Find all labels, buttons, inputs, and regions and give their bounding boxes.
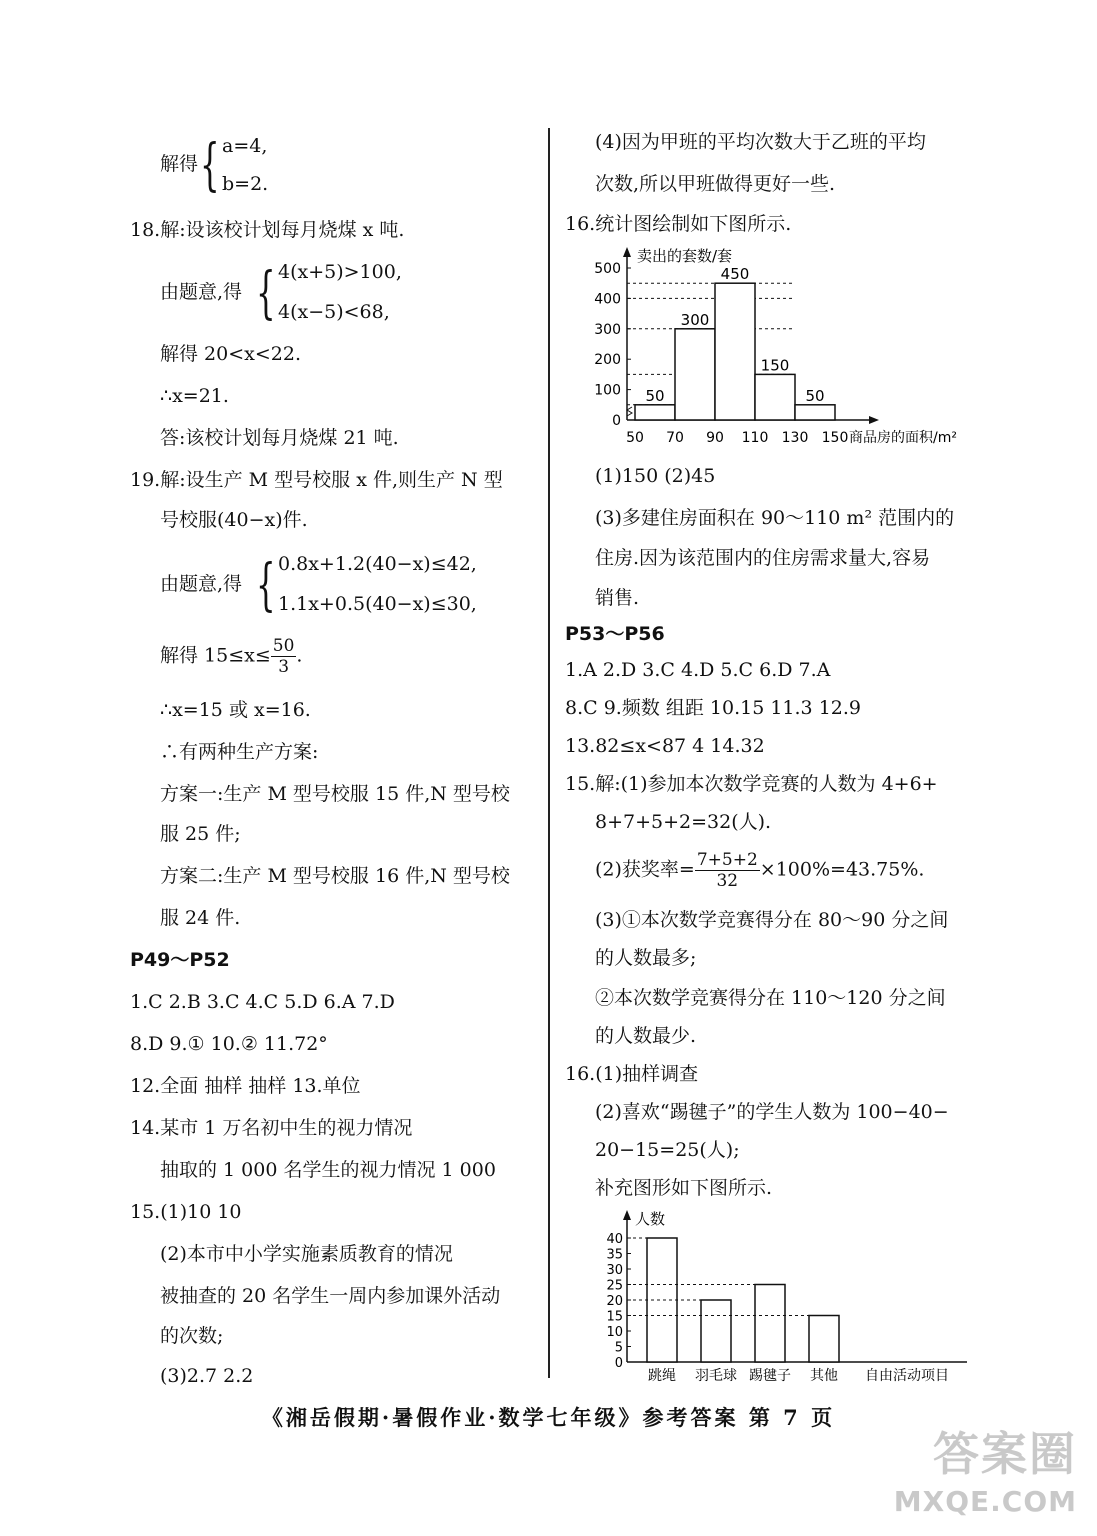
- q19-ineq-1: 0.8x+1.2(40−x)≤42,: [278, 553, 477, 575]
- y-tick-label: 25: [606, 1278, 623, 1294]
- award-rate-result: ×100%=43.75%.: [759, 858, 925, 881]
- section-p53-p56: P53～P56: [565, 623, 665, 645]
- brace-symbol: {: [256, 261, 276, 326]
- q18-therefore: ∴x=21.: [160, 385, 229, 407]
- p49-line-7: (2)本市中小学实施素质教育的情况: [160, 1243, 453, 1265]
- histogram-bar: [715, 283, 755, 420]
- bar-value-label: 300: [680, 310, 710, 329]
- r-line-12: 8+7+5+2=32(人).: [595, 811, 772, 833]
- y-tick-label: 35: [606, 1247, 623, 1263]
- fraction-denominator: 32: [716, 871, 739, 891]
- r-line-18: 16.(1)抽样调查: [565, 1063, 699, 1085]
- p49-line-4: 14.某市 1 万名初中生的视力情况: [130, 1117, 413, 1139]
- x-tick-label: 90: [706, 430, 724, 446]
- r-line-6: 住房.因为该范围内的住房需求量大,容易: [595, 547, 931, 569]
- q18-ineq-1: 4(x+5)>100,: [278, 261, 402, 283]
- q18-ineq-2: 4(x−5)<68,: [278, 301, 390, 323]
- p49-line-9: 的次数;: [160, 1325, 224, 1347]
- watermark-logo: [893, 1418, 1077, 1518]
- histogram-bar: [755, 374, 795, 420]
- q19-ineq-2: 1.1x+0.5(40−x)≤30,: [278, 593, 477, 615]
- p49-line-8: 被抽查的 20 名学生一周内参加课外活动: [160, 1285, 501, 1307]
- histogram-bar: [675, 329, 715, 420]
- q19-solve: [130, 636, 302, 677]
- column-divider: [548, 128, 550, 1378]
- p49-line-3: 12.全面 抽样 抽样 13.单位: [130, 1075, 361, 1097]
- page-footer: 《湘岳假期·暑假作业·数学七年级》参考答案 第 7 页: [261, 1405, 836, 1430]
- y-tick-label: 300: [594, 321, 621, 338]
- r-line-21: 补充图形如下图所示.: [595, 1177, 773, 1199]
- y-tick-label: 40: [606, 1232, 623, 1247]
- histogram-bar: [635, 405, 675, 420]
- brace-symbol: {: [200, 133, 220, 198]
- y-tick-label: 5: [614, 1340, 623, 1356]
- y-tick-label: 0: [614, 1356, 623, 1371]
- r-line-7: 销售.: [595, 587, 640, 609]
- q19-plan-1b: 服 25 件;: [160, 823, 241, 845]
- x-tick-label: 130: [781, 430, 809, 446]
- q19-plan-2a: 方案二:生产 M 型号校服 16 件,N 型号校: [160, 865, 510, 887]
- p49-line-1: 1.C 2.B 3.C 4.C 5.D 6.A 7.D: [130, 991, 395, 1013]
- p49-line-10: (3)2.7 2.2: [160, 1365, 254, 1387]
- y-axis-arrow: [623, 247, 631, 257]
- x-tick-label: 70: [666, 430, 684, 446]
- bar-value-label: 150: [760, 356, 790, 375]
- bar-value-label: 450: [720, 265, 750, 284]
- q19-plan-2b: 服 24 件.: [160, 907, 241, 929]
- r-line-11: 15.解:(1)参加本次数学竞赛的人数为 4+6+: [565, 773, 938, 795]
- q19-sys-label: 由题意,得: [160, 573, 243, 595]
- p49-line-5: 抽取的 1 000 名学生的视力情况 1 000: [160, 1159, 496, 1181]
- q19-therefore: ∴x=15 或 x=16.: [160, 699, 311, 721]
- histogram-bar: [795, 405, 835, 420]
- bar: [755, 1285, 785, 1363]
- p49-line-2: 8.D 9.① 10.② 11.72°: [130, 1033, 328, 1055]
- fraction-numerator: 7+5+2: [696, 850, 758, 870]
- r-line-1: (4)因为甲班的平均次数大于乙班的平均: [595, 131, 926, 153]
- y-tick-label: 400: [594, 291, 621, 308]
- category-label: 踢毽子: [749, 1368, 791, 1384]
- y-tick-label: 500: [594, 261, 621, 277]
- housing-area-histogram: [565, 245, 985, 450]
- fraction-50-3: [271, 636, 297, 677]
- category-label: 羽毛球: [695, 1368, 737, 1384]
- q18-title: 18.解:设该校计划每月烧煤 x 吨.: [130, 219, 405, 241]
- q19-plan-1a: 方案一:生产 M 型号校服 15 件,N 型号校: [160, 783, 510, 805]
- category-label: 跳绳: [648, 1368, 676, 1384]
- eq-a: a=4,: [222, 135, 268, 157]
- q18-answer: 答:该校计划每月烧煤 21 吨.: [160, 427, 399, 449]
- y-tick-label: 30: [606, 1263, 623, 1278]
- q19-two-plans: ∴有两种生产方案:: [160, 741, 319, 763]
- solve-label: 解得: [160, 153, 199, 175]
- y-tick-label: 20: [606, 1294, 623, 1309]
- x-tick-label: 110: [741, 430, 769, 446]
- r-line-2: 次数,所以甲班做得更好一些.: [595, 173, 836, 195]
- r-line-17: 的人数最少.: [595, 1025, 697, 1047]
- r-line-4: (1)150 (2)45: [595, 465, 716, 487]
- bar-value-label: 50: [805, 386, 825, 405]
- y-axis-label: 人数: [635, 1210, 666, 1228]
- y-tick-label: 15: [606, 1309, 623, 1325]
- r-line-14: (3)①本次数学竞赛得分在 80～90 分之间: [595, 909, 949, 931]
- watermark-url: MXQE.COM: [893, 1485, 1077, 1518]
- bar: [701, 1300, 731, 1362]
- p49-line-6: 15.(1)10 10: [130, 1201, 242, 1223]
- r-line-5: (3)多建住房面积在 90～110 m² 范围内的: [595, 507, 955, 529]
- r-line-10: 13.82≤x<87 4 14.32: [565, 735, 765, 757]
- category-label: 其他: [810, 1368, 838, 1384]
- fraction-award: [695, 850, 760, 891]
- r-line-8: 1.A 2.D 3.C 4.D 5.C 6.D 7.A: [565, 659, 831, 681]
- x-tick-label: 150: [821, 430, 849, 446]
- r-line-3: 16.统计图绘制如下图所示.: [565, 213, 792, 235]
- section-p49-p52: P49～P52: [130, 949, 230, 971]
- bar: [809, 1316, 839, 1363]
- bar-value-label: 50: [645, 386, 665, 405]
- q19-title: 19.解:设生产 M 型号校服 x 件,则生产 N 型: [130, 469, 503, 491]
- q19-solve-end: .: [296, 644, 303, 667]
- fraction-denominator: 3: [278, 657, 290, 677]
- q19-title-cont: 号校服(40−x)件.: [160, 509, 308, 531]
- y-axis-label: 卖出的套数/套: [637, 247, 733, 265]
- r-line-13: [565, 850, 924, 891]
- x-tick-label: 50: [626, 430, 644, 446]
- activity-bar-chart: [565, 1208, 985, 1388]
- q18-sys-label: 由题意,得: [160, 281, 243, 303]
- q19-solve-text: 解得 15≤x≤: [160, 644, 271, 667]
- x-axis-label: 自由活动项目: [865, 1368, 949, 1384]
- r-line-15: 的人数最多;: [595, 947, 697, 969]
- r-line-19: (2)喜欢“踢毽子”的学生人数为 100−40−: [595, 1101, 949, 1123]
- x-axis-arrow: [869, 416, 879, 424]
- y-tick-label: 0: [612, 413, 621, 429]
- r-line-9: 8.C 9.频数 组距 10.15 11.3 12.9: [565, 697, 861, 719]
- watermark-text: 答案圈: [933, 1427, 1077, 1481]
- fraction-numerator: 50: [272, 636, 295, 656]
- y-tick-label: 10: [606, 1325, 623, 1340]
- r-line-20: 20−15=25(人);: [595, 1139, 740, 1161]
- x-axis-label: 商品房的面积/m²: [849, 430, 957, 446]
- r-line-16: ②本次数学竞赛得分在 110～120 分之间: [595, 987, 946, 1009]
- y-tick-label: 200: [594, 352, 621, 369]
- q18-solve: 解得 20<x<22.: [160, 343, 301, 365]
- y-axis-arrow: [623, 1210, 631, 1220]
- brace-symbol: {: [256, 553, 276, 618]
- eq-b: b=2.: [222, 173, 269, 195]
- award-rate-label: (2)获奖率=: [595, 858, 695, 881]
- y-tick-label: 100: [594, 382, 621, 399]
